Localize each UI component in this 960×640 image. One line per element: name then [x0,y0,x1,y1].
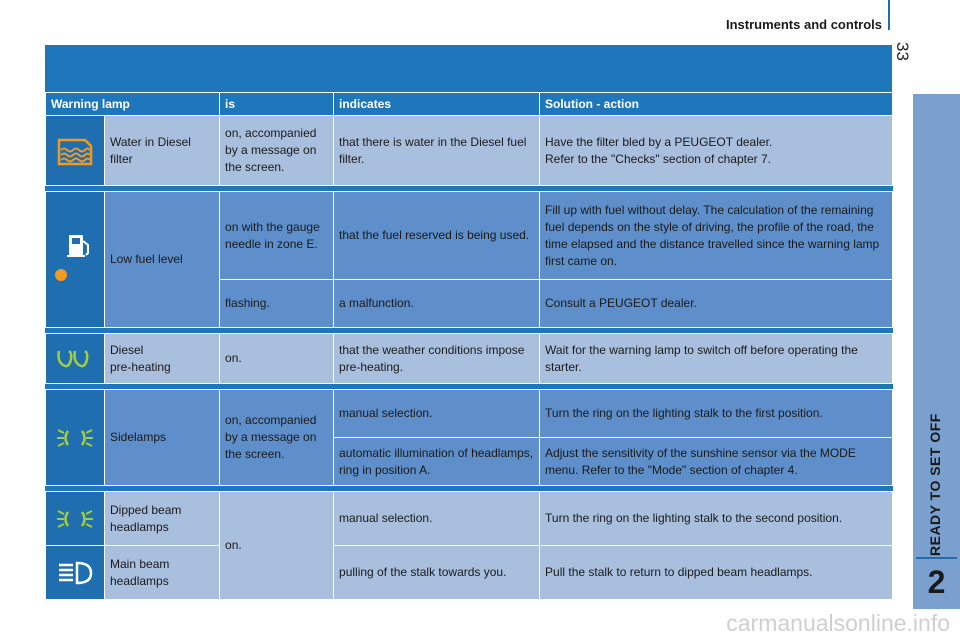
header-indicates: indicates [334,93,540,116]
lamp-state: on, accompanied by a message on the screen. [220,390,334,486]
table-row [46,546,893,600]
water-in-diesel-icon [46,116,105,186]
chapter-side-tab [913,94,960,609]
lamp-solution: Turn the ring on the lighting stalk to the second position. [540,492,893,546]
chapter-number: 2 [927,564,946,600]
lamp-indicates: that the weather conditions impose pre-heating. [334,334,540,384]
main-beam-icon [46,546,105,600]
lamp-indicates: that the fuel reserved is being used. [334,192,540,280]
header-warning-lamp: Warning lamp [46,93,220,116]
lamp-name: Main beam headlamps [105,546,220,600]
lamp-solution: Turn the ring on the lighting stalk to the first position. [540,390,893,438]
header-is: is [220,93,334,116]
section-title: Instruments and controls [725,17,882,32]
lamp-solution: Have the filter bled by a PEUGEOT dealer. Refer to the "Checks" section of chapter 7. [540,116,893,186]
lamp-indicates: manual selection. [334,492,540,546]
fuel-pump-icon [46,192,105,328]
watermark: carmanualsonline.info [726,610,950,636]
chapter-divider [916,557,957,559]
lamp-indicates: that there is water in the Diesel fuel filter. [334,116,540,186]
sidelamps-icon [46,390,105,486]
lamp-solution: Consult a PEUGEOT dealer. [540,280,893,328]
lamp-name: Sidelamps [105,390,220,486]
header-solution: Solution - action [540,93,893,116]
lamp-name: Diesel pre-heating [105,334,220,384]
warning-lamp-table [45,92,893,600]
lamp-name: Low fuel level [105,192,220,328]
lamp-state: flashing. [220,280,334,328]
warning-lamp-table-panel [45,45,892,591]
lamp-indicates: manual selection. [334,390,540,438]
lamp-solution: Wait for the warning lamp to switch off before operating the starter. [540,334,893,384]
lamp-indicates: a malfunction. [334,280,540,328]
lamp-state: on, accompanied by a message on the screen. [220,116,334,186]
orange-dot-icon [55,269,67,281]
header-divider [888,0,890,30]
preheating-coil-icon [46,334,105,384]
lamp-name: Dipped beam headlamps [105,492,220,546]
lamp-indicates: automatic illumination of headlamps, ring in position A. [334,438,540,486]
lamp-state: on with the gauge needle in zone E. [220,192,334,280]
dipped-beam-icon [46,492,105,546]
table-header-row [46,93,893,116]
lamp-solution: Adjust the sensitivity of the sunshine sensor via the MODE menu. Refer to the "Mode" section of chapter 4. [540,438,893,486]
table-row [46,390,893,438]
table-row [46,116,893,186]
table-row [46,192,893,280]
table-row [46,492,893,546]
lamp-indicates: pulling of the stalk towards you. [334,546,540,600]
lamp-solution: Pull the stalk to return to dipped beam headlamps. [540,546,893,600]
chapter-label: READY TO SET OFF [927,413,943,556]
lamp-state: on. [220,334,334,384]
lamp-name: Water in Diesel filter [105,116,220,186]
lamp-solution: Fill up with fuel without delay. The calculation of the remaining fuel depends on the style of driving, the profile of the road, the time elapsed and the distance travelled since the warning lamp first came on. [540,192,893,280]
table-row [46,334,893,384]
lamp-state: on. [220,492,334,600]
page-number: 33 [893,42,912,61]
